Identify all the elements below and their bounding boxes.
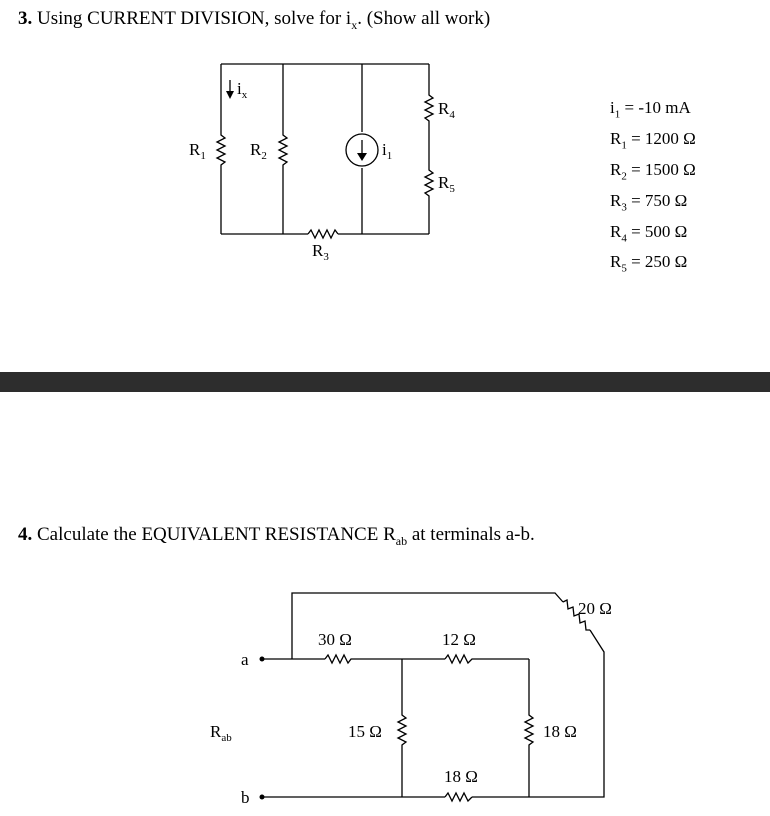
- r18-bottom-label: 18 Ω: [444, 767, 478, 786]
- question-3-number: 3.: [18, 8, 33, 29]
- question-3-text-a: Using CURRENT DIVISION, solve for i: [37, 8, 352, 29]
- r30-label: 30 Ω: [318, 630, 352, 649]
- r3-resistor: [308, 230, 338, 238]
- r5-label: $R_5$: [438, 173, 455, 195]
- given-i1: $i_1 = -10$ mA: [610, 98, 691, 121]
- r18-right-resistor: [525, 659, 533, 797]
- rab-label: $R_{ab}$: [210, 722, 232, 744]
- r30-resistor: [325, 655, 445, 663]
- given-r5: $R_5 = 250$ Ω: [610, 252, 688, 275]
- r1-resistor: [217, 64, 225, 234]
- given-r4: $R_4 = 500$ Ω: [610, 221, 688, 244]
- question-3-text-b: . (Show all work): [357, 8, 491, 29]
- q4-top-wire: [292, 593, 563, 659]
- r2-label: $R_2$: [250, 140, 267, 162]
- q4-right-wire: [262, 630, 604, 797]
- given-r1: $R_1 = 1200$ Ω: [610, 128, 696, 152]
- r1-label: $R_1$: [189, 140, 206, 162]
- question-4-text-a: Calculate the EQUIVALENT RESISTANCE R: [37, 524, 396, 545]
- ix-label: $i_x$: [237, 79, 248, 101]
- r15-label: 15 Ω: [348, 722, 382, 741]
- r18-right-label: 18 Ω: [543, 722, 577, 741]
- q4-circuit: [260, 593, 605, 801]
- r12-label: 12 Ω: [442, 630, 476, 649]
- given-r3: $R_3 = 750$ Ω: [610, 190, 688, 214]
- r20-label: 20 Ω: [578, 599, 612, 618]
- terminal-b-dot: [260, 795, 265, 800]
- question-3-text-sub: x: [351, 17, 358, 32]
- r3-label: $R_3$: [312, 241, 329, 263]
- r12-resistor: [445, 655, 529, 663]
- question-4-number: 4.: [18, 524, 33, 545]
- r4-r5-resistors: [425, 64, 433, 234]
- question-4-text-sub: ab: [395, 533, 408, 548]
- terminal-a-label: a: [241, 650, 249, 669]
- r4-label: $R_4$: [438, 99, 455, 121]
- r15-resistor: [398, 659, 406, 797]
- i1-label: $i_1$: [382, 140, 393, 162]
- given-r2: $R_2 = 1500$ Ω: [610, 159, 696, 183]
- r2-resistor: [279, 64, 287, 234]
- question-4-text-b: at terminals a-b.: [407, 524, 535, 545]
- terminal-b-label: b: [241, 788, 250, 807]
